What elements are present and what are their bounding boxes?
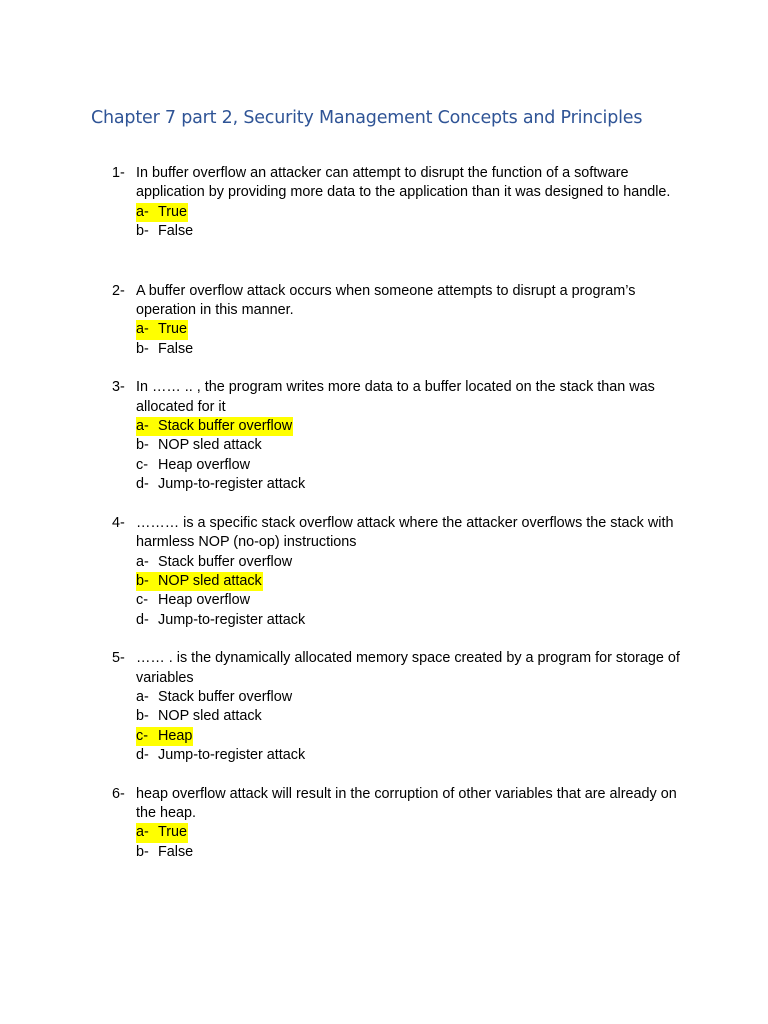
option-list — [136, 203, 692, 242]
question-5 — [112, 649, 692, 765]
question-6 — [112, 785, 692, 863]
option-text: False — [158, 223, 194, 240]
option-letter: a- — [136, 418, 149, 435]
question-text: heap overflow attack will result in the corruption of other variables that are already on the heap. — [136, 785, 677, 821]
option-text: False — [158, 843, 194, 860]
option-a — [136, 823, 692, 842]
document-title: Chapter 7 part 2, Security Management Concepts and Principles — [91, 108, 643, 128]
option-b — [136, 436, 692, 455]
option-text: Heap overflow — [158, 592, 250, 609]
option-letter: c- — [136, 592, 148, 609]
question-text: A buffer overflow attack occurs when someone attempts to disrupt a program’s operation in this manner. — [136, 282, 636, 319]
option-letter: a- — [136, 553, 149, 570]
option-text: NOP sled attack — [158, 708, 262, 725]
option-letter: b- — [136, 572, 149, 589]
answer-highlight — [136, 203, 188, 222]
option-text: Jump-to-register attack — [158, 747, 306, 764]
option-c — [136, 591, 692, 610]
option-b — [136, 340, 692, 359]
answer-highlight — [136, 727, 193, 746]
option-letter: a- — [136, 688, 149, 705]
option-text: True — [158, 203, 188, 220]
question-4 — [112, 514, 692, 630]
question-1 — [112, 164, 692, 242]
option-letter: d- — [136, 476, 149, 493]
option-letter: b- — [136, 843, 149, 860]
option-text: False — [158, 340, 194, 357]
option-a — [136, 553, 692, 572]
option-list — [136, 688, 692, 766]
question-number: 5- — [112, 650, 125, 667]
option-c — [136, 727, 692, 746]
option-list — [136, 320, 692, 359]
option-letter: b- — [136, 437, 149, 454]
question-3 — [112, 378, 692, 494]
option-a — [136, 203, 692, 222]
option-text: NOP sled attack — [158, 572, 262, 589]
option-text: Heap overflow — [158, 456, 250, 473]
question-2 — [112, 282, 692, 360]
option-text: Stack buffer overflow — [158, 553, 293, 570]
question-number: 2- — [112, 282, 125, 299]
option-d — [136, 475, 692, 494]
option-letter: a- — [136, 824, 149, 841]
option-b — [136, 572, 692, 591]
answer-highlight — [136, 320, 188, 339]
question-text: In buffer overflow an attacker can attempt to disrupt the function of a software application by providing more data to the application than it was designed to handle. — [136, 165, 671, 201]
option-list — [136, 417, 692, 495]
question-text: …… . is the dynamically allocated memory space created by a program for storage of variables — [136, 650, 680, 686]
option-list — [136, 553, 692, 631]
option-text: Stack buffer overflow — [158, 688, 293, 705]
question-text: In …… .. , the program writes more data to a buffer located on the stack than was allocated for it — [136, 379, 655, 415]
option-letter: d- — [136, 611, 149, 628]
option-b — [136, 222, 692, 241]
question-number: 4- — [112, 514, 125, 531]
question-number: 6- — [112, 785, 125, 802]
option-letter: a- — [136, 321, 149, 338]
option-text: Jump-to-register attack — [158, 611, 306, 628]
option-list — [136, 823, 692, 862]
option-d — [136, 611, 692, 630]
option-b — [136, 843, 692, 862]
question-number: 3- — [112, 379, 125, 396]
option-letter: b- — [136, 340, 149, 357]
option-text: Heap — [158, 727, 193, 744]
question-number: 1- — [112, 165, 125, 181]
question-list — [112, 164, 692, 862]
option-a — [136, 320, 692, 339]
option-letter: d- — [136, 747, 149, 764]
option-text: Jump-to-register attack — [158, 476, 306, 493]
answer-highlight — [136, 572, 263, 591]
option-c — [136, 456, 692, 475]
option-a — [136, 417, 692, 436]
option-b — [136, 707, 692, 726]
option-d — [136, 746, 692, 765]
option-a — [136, 688, 692, 707]
option-letter: c- — [136, 727, 148, 744]
answer-highlight — [136, 823, 188, 842]
option-text: True — [158, 824, 188, 841]
option-text: NOP sled attack — [158, 437, 262, 454]
question-text: ……… is a specific stack overflow attack where the attacker overflows the stack with harmless NOP (no-op) instructions — [136, 514, 674, 551]
answer-highlight — [136, 417, 293, 436]
option-text: Stack buffer overflow — [158, 418, 293, 435]
option-letter: c- — [136, 456, 148, 473]
option-letter: b- — [136, 708, 149, 725]
option-letter: b- — [136, 223, 149, 240]
option-text: True — [158, 321, 188, 338]
option-letter: a- — [136, 203, 149, 220]
